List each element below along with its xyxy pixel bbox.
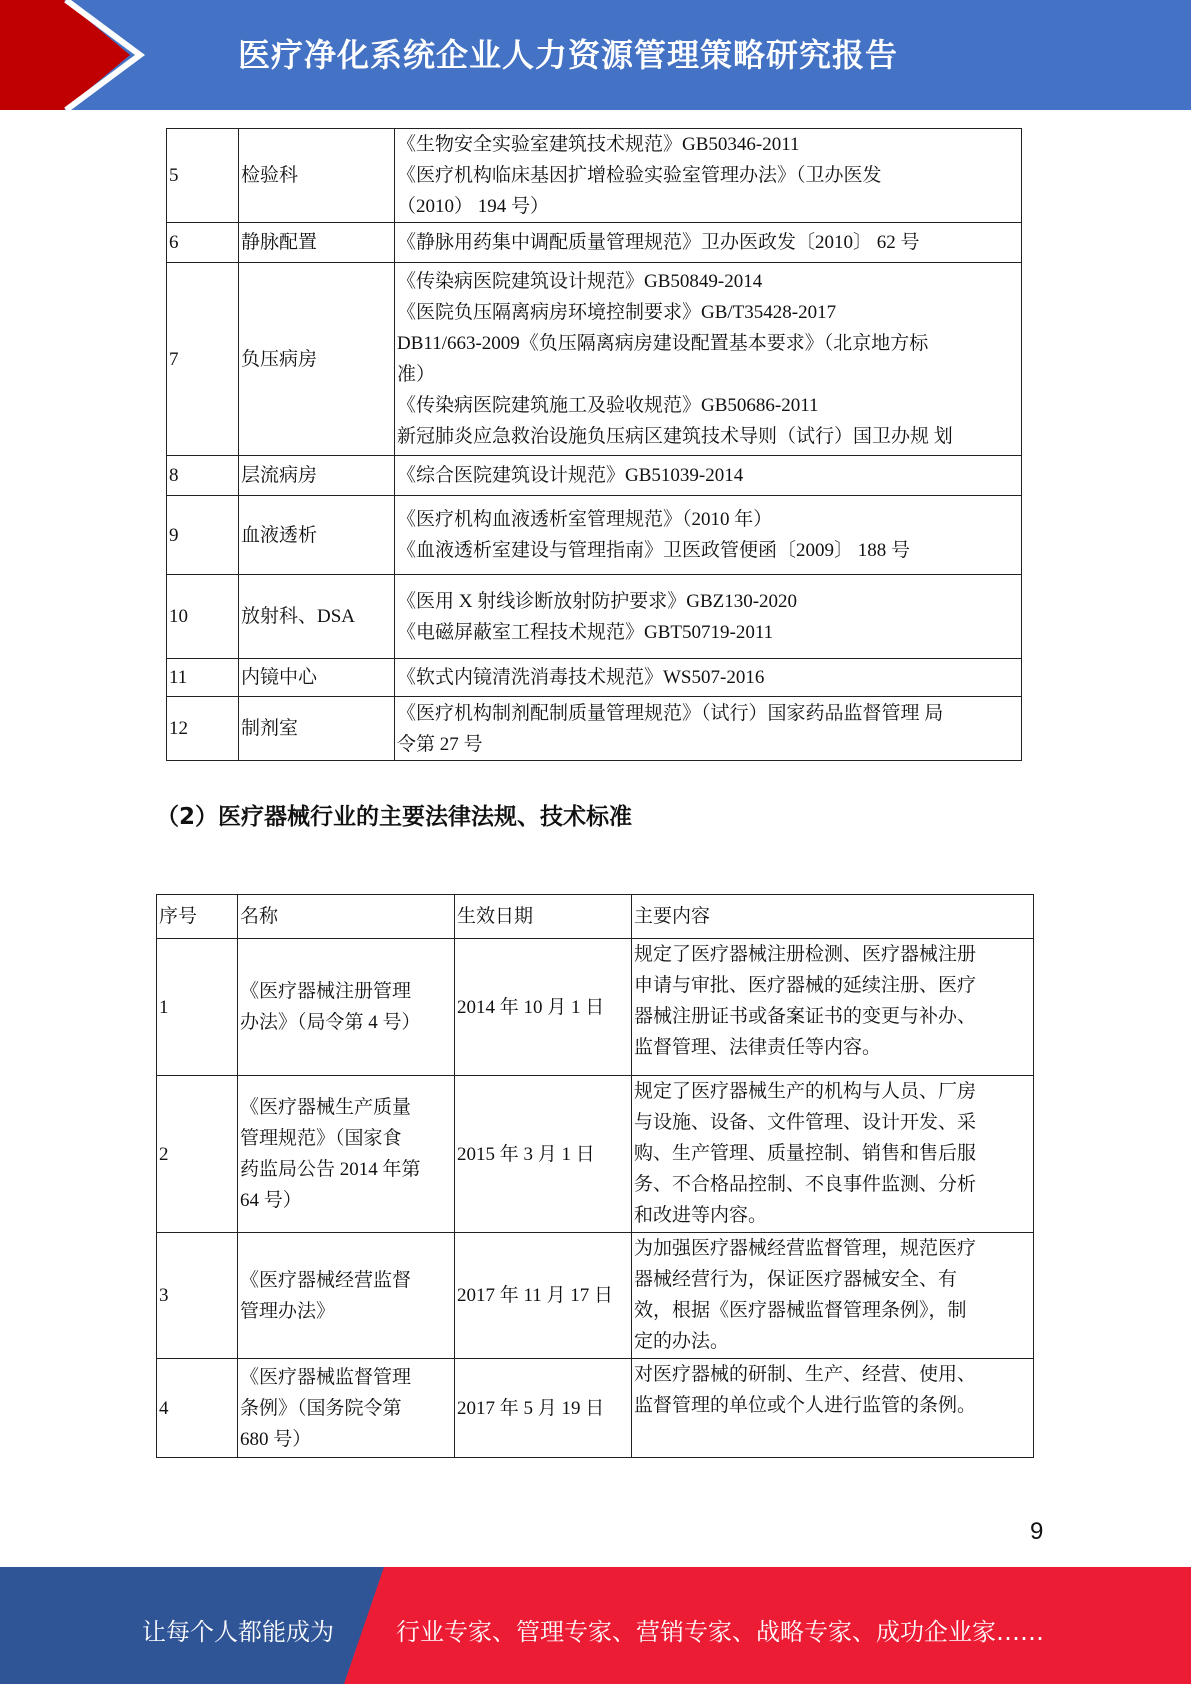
cell-line: 和改进等内容。 xyxy=(634,1205,768,1226)
row-number: 5 xyxy=(167,129,239,223)
cell-line: 务、不合格品控制、不良事件监测、分析 xyxy=(634,1174,977,1195)
cell-line: 《血液透析室建设与管理指南》卫医政管便函〔2009〕 188 号 xyxy=(397,540,911,561)
header-cell: 名称 xyxy=(238,895,455,939)
department: 层流病房 xyxy=(239,456,395,496)
cell-line: DB11/663-2009《负压隔离病房建设配置基本要求》（北京地方标 xyxy=(397,333,929,354)
cell-line: 《医疗器械经营监督 xyxy=(240,1269,412,1291)
standards xyxy=(395,575,1022,659)
standards xyxy=(395,456,1022,496)
row-number: 11 xyxy=(167,659,239,697)
cell-line: 规定了医疗器械生产的机构与人员、厂房 xyxy=(634,1081,977,1102)
footer-slogan-right: 行业专家、管理专家、营销专家、战略专家、成功企业家…… xyxy=(396,1618,1044,1646)
cell-line: 为加强医疗器械经营监督管理，规范医疗 xyxy=(634,1238,977,1259)
table-row xyxy=(167,456,1022,496)
table-row xyxy=(157,1076,1034,1233)
department: 内镜中心 xyxy=(239,659,395,697)
effective-date: 2015 年 3 月 1 日 xyxy=(455,1076,632,1233)
cell-line: 条例》（国务院令第 xyxy=(240,1397,402,1419)
effective-date: 2017 年 5 月 19 日 xyxy=(455,1359,632,1458)
department: 放射科、DSA xyxy=(239,575,395,659)
cell-line: 《医疗器械生产质量 xyxy=(240,1097,412,1118)
regulations-table xyxy=(156,894,1034,1458)
cell-line: 对医疗器械的研制、生产、经营、使用、 xyxy=(634,1364,977,1385)
cell-line: 《综合医院建筑设计规范》GB51039-2014 xyxy=(397,465,744,486)
standards xyxy=(395,697,1022,761)
row-number: 6 xyxy=(167,223,239,263)
cell-line: 器械经营行为，保证医疗器械安全、有 xyxy=(634,1269,958,1290)
cell-line: 药监局公告 2014 年第 xyxy=(240,1159,421,1180)
header-cell: 生效日期 xyxy=(455,895,632,939)
header-cell: 主要内容 xyxy=(632,895,1034,939)
table-header-row xyxy=(157,895,1034,939)
cell-line: 管理规范》（国家食 xyxy=(240,1128,402,1149)
header-cell: 序号 xyxy=(157,895,238,939)
row-number: 2 xyxy=(157,1076,238,1233)
standards xyxy=(395,223,1022,263)
cell-line: 定的办法。 xyxy=(634,1331,730,1352)
regulation-name xyxy=(238,1359,455,1458)
report-title: 医疗净化系统企业人力资源管理策略研究报告 xyxy=(238,36,899,74)
page-number: 9 xyxy=(1030,1518,1044,1545)
department: 制剂室 xyxy=(239,697,395,761)
cell-line: 《静脉用药集中调配质量管理规范》卫办医政发〔2010〕 62 号 xyxy=(397,232,920,253)
effective-date: 2017 年 11 月 17 日 xyxy=(455,1233,632,1359)
table-row xyxy=(167,697,1022,761)
cell-line: 《医用 X 射线诊断放射防护要求》GBZ130-2020 xyxy=(397,590,798,612)
table-row xyxy=(157,939,1034,1076)
table-row xyxy=(167,496,1022,575)
cell-line: 新冠肺炎应急救治设施负压病区建筑技术导则（试行）国卫办规 划 xyxy=(397,426,953,447)
page-header xyxy=(0,0,1191,110)
cell-line: 与设施、设备、文件管理、设计开发、采 xyxy=(634,1112,977,1133)
main-content xyxy=(632,939,1034,1076)
page-footer xyxy=(0,1567,1191,1684)
cell-line: 购、生产管理、质量控制、销售和售后服 xyxy=(634,1143,977,1164)
table-row xyxy=(157,1359,1034,1458)
table-row xyxy=(167,223,1022,263)
cell-line: 监督管理、法律责任等内容。 xyxy=(634,1037,882,1058)
cell-line: 《医院负压隔离病房环境控制要求》GB/T35428-2017 xyxy=(397,302,837,323)
regulation-name xyxy=(238,1233,455,1359)
row-number: 10 xyxy=(167,575,239,659)
table-row xyxy=(157,1233,1034,1359)
cell-line: 监督管理的单位或个人进行监管的条例。 xyxy=(634,1395,977,1416)
standards xyxy=(395,263,1022,456)
regulation-name xyxy=(238,939,455,1076)
table-row xyxy=(167,129,1022,223)
table-row xyxy=(167,659,1022,697)
row-number: 9 xyxy=(167,496,239,575)
department: 检验科 xyxy=(239,129,395,223)
row-number: 8 xyxy=(167,456,239,496)
department: 负压病房 xyxy=(239,263,395,456)
main-content xyxy=(632,1233,1034,1359)
row-number: 1 xyxy=(157,939,238,1076)
cell-line: 《医疗器械监督管理 xyxy=(240,1366,412,1388)
footer-slogan-left: 让每个人都能成为 xyxy=(142,1618,334,1646)
cell-line: 效，根据《医疗器械监督管理条例》，制 xyxy=(634,1300,967,1321)
row-number: 4 xyxy=(157,1359,238,1458)
row-number: 3 xyxy=(157,1233,238,1359)
cell-line: 办法》（局令第 4 号） xyxy=(240,1012,421,1033)
cell-line: 申请与审批、医疗器械的延续注册、医疗 xyxy=(634,975,977,996)
cell-line: 680 号） xyxy=(240,1428,312,1450)
row-number: 7 xyxy=(167,263,239,456)
department: 静脉配置 xyxy=(239,223,395,263)
cell-line: 《传染病医院建筑设计规范》GB50849-2014 xyxy=(397,271,763,292)
main-content xyxy=(632,1076,1034,1233)
effective-date: 2014 年 10 月 1 日 xyxy=(455,939,632,1076)
standards xyxy=(395,496,1022,575)
cell-line: 《医疗机构血液透析室管理规范》（2010 年） xyxy=(397,509,773,530)
cell-line: 器械注册证书或备案证书的变更与补办、 xyxy=(634,1006,977,1027)
cell-line: 64 号） xyxy=(240,1190,302,1211)
cell-line: 规定了医疗器械注册检测、医疗器械注册 xyxy=(634,944,977,965)
cell-line: 《生物安全实验室建筑技术规范》GB50346-2011 xyxy=(397,134,800,155)
cell-line: 《传染病医院建筑施工及验收规范》GB50686-2011 xyxy=(397,395,819,416)
cell-line: 令第 27 号 xyxy=(397,733,483,755)
cell-line: 《医疗机构制剂配制质量管理规范》（试行）国家药品监督管理 局 xyxy=(397,702,944,724)
row-number: 12 xyxy=(167,697,239,761)
cell-line: 管理办法》 xyxy=(240,1300,336,1322)
cell-line: 《软式内镜清洗消毒技术规范》WS507-2016 xyxy=(397,667,765,688)
table-row xyxy=(167,263,1022,456)
cell-line: 准） xyxy=(397,364,436,385)
cell-line: （2010） 194 号） xyxy=(397,196,550,217)
section-heading: （2）医疗器械行业的主要法律法规、技术标准 xyxy=(156,804,633,830)
regulation-name xyxy=(238,1076,455,1233)
main-content xyxy=(632,1359,1034,1458)
standards xyxy=(395,129,1022,223)
department: 血液透析 xyxy=(239,496,395,575)
standards-table xyxy=(166,128,1022,761)
cell-line: 《电磁屏蔽室工程技术规范》GBT50719-2011 xyxy=(397,621,774,643)
cell-line: 《医疗机构临床基因扩增检验实验室管理办法》（卫办医发 xyxy=(397,165,882,186)
cell-line: 《医疗器械注册管理 xyxy=(240,981,412,1002)
table-row xyxy=(167,575,1022,659)
standards xyxy=(395,659,1022,697)
